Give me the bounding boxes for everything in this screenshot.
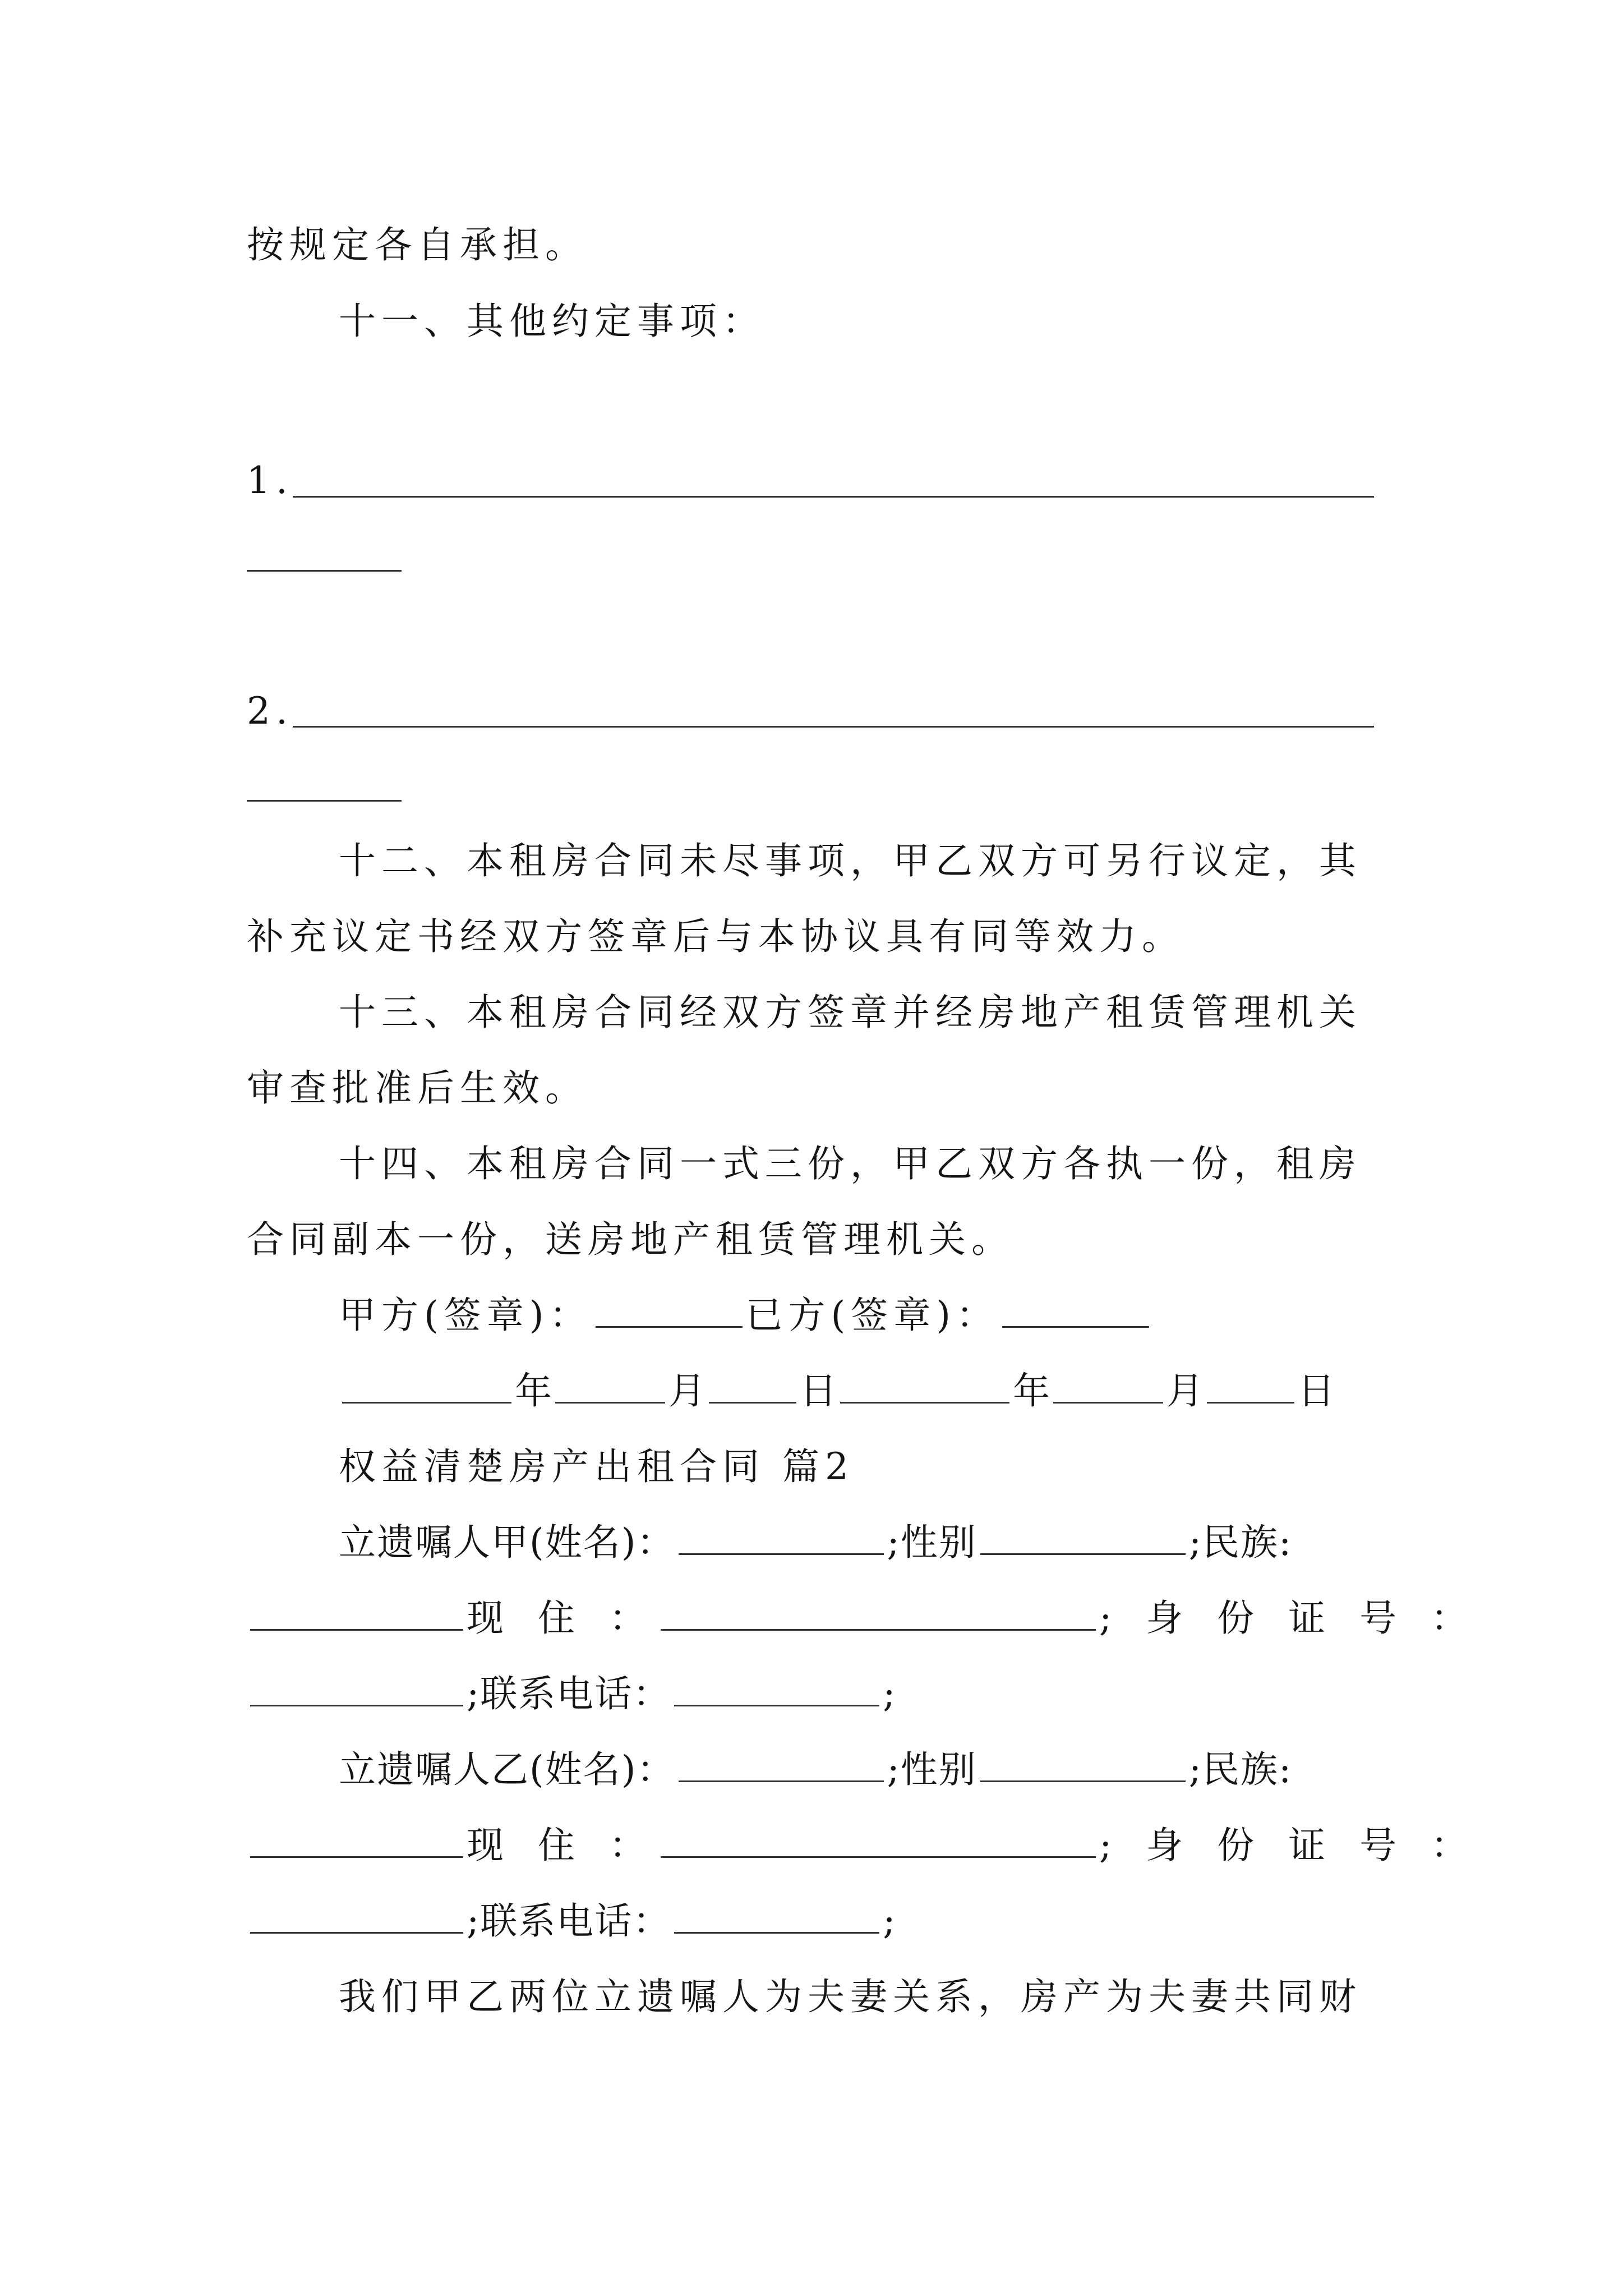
person-b-ethnicity-label: ;民族: bbox=[1188, 1748, 1293, 1791]
date-b-year-blank[interactable] bbox=[840, 1367, 1009, 1404]
person-a-phone-label: ;联系电话： bbox=[467, 1672, 671, 1715]
party-b-signature-blank[interactable] bbox=[1002, 1291, 1149, 1328]
item-2-blank[interactable] bbox=[293, 726, 1374, 728]
section-14-line-1: 十四、本租房合同一式三份，甲乙双方各执一份，租房 bbox=[339, 1142, 1362, 1185]
person-a-phone-blank[interactable] bbox=[674, 1670, 879, 1706]
date-b-day-blank[interactable] bbox=[1207, 1367, 1294, 1404]
paragraph-tail: 按规定各自承担。 bbox=[247, 223, 588, 266]
final-paragraph-line: 我们甲乙两位立遗嘱人为夫妻关系，房产为夫妻共同财 bbox=[339, 1975, 1362, 2018]
item-1-number: 1. bbox=[247, 459, 293, 502]
person-b-phone-blank[interactable] bbox=[674, 1897, 879, 1934]
person-b-id-label: ; 身 份 证 号 ： bbox=[1099, 1824, 1479, 1867]
person-b-phone-label: ;联系电话： bbox=[467, 1899, 671, 1943]
person-b-label: 立遗嘱人乙(姓名)： bbox=[339, 1748, 675, 1791]
item-2-blank-continued[interactable] bbox=[247, 800, 402, 802]
person-b-name-blank[interactable] bbox=[679, 1746, 884, 1782]
person-b-address-blank[interactable] bbox=[661, 1821, 1096, 1858]
person-b-id-blank[interactable] bbox=[250, 1897, 463, 1934]
date-a-year: 年 bbox=[515, 1369, 552, 1412]
section-11-heading: 十一、其他约定事项： bbox=[339, 300, 765, 343]
person-a-name-blank[interactable] bbox=[679, 1519, 884, 1555]
date-b-day: 日 bbox=[1298, 1369, 1335, 1412]
person-a-line-3 bbox=[247, 1669, 1391, 1719]
person-a-id-blank[interactable] bbox=[250, 1670, 463, 1706]
person-a-line-1 bbox=[339, 1517, 1483, 1568]
item-2-number: 2. bbox=[247, 689, 293, 733]
person-a-gender-label: ;性别 bbox=[887, 1521, 977, 1564]
date-b-month-blank[interactable] bbox=[1053, 1367, 1163, 1404]
signature-line bbox=[339, 1290, 1483, 1341]
date-line bbox=[339, 1366, 1483, 1416]
person-b-end: ; bbox=[883, 1899, 897, 1943]
person-b-gender-blank[interactable] bbox=[980, 1746, 1186, 1782]
section-13-line-2: 审查批准后生效。 bbox=[247, 1066, 588, 1110]
party-b-label: 已方(签章)： bbox=[745, 1294, 999, 1337]
person-b-line-3 bbox=[247, 1896, 1391, 1947]
item-1 bbox=[247, 455, 1391, 506]
party-a-signature-blank[interactable] bbox=[596, 1291, 743, 1328]
person-b-gender-label: ;性别 bbox=[887, 1748, 977, 1791]
item-1-blank-continued[interactable] bbox=[247, 570, 402, 572]
person-a-end: ; bbox=[883, 1672, 897, 1715]
section-13-line-1: 十三、本租房合同经双方签章并经房地产租赁管理机关 bbox=[339, 991, 1362, 1034]
person-a-address-label: 现 住 ： bbox=[467, 1596, 657, 1640]
item-2 bbox=[247, 686, 1391, 737]
date-a-month: 月 bbox=[668, 1369, 706, 1412]
person-b-line-1 bbox=[339, 1745, 1483, 1795]
date-a-day-blank[interactable] bbox=[709, 1367, 796, 1404]
party-a-label: 甲方(签章)： bbox=[339, 1294, 592, 1337]
person-a-address-blank[interactable] bbox=[661, 1594, 1096, 1631]
person-a-ethnicity-blank[interactable] bbox=[250, 1594, 463, 1631]
section-12-line-2: 补充议定书经双方签章后与本协议具有同等效力。 bbox=[247, 915, 1184, 958]
section-14-line-2: 合同副本一份，送房地产租赁管理机关。 bbox=[247, 1218, 1014, 1261]
person-a-ethnicity-label: ;民族: bbox=[1188, 1521, 1293, 1564]
person-a-line-2 bbox=[247, 1593, 1479, 1644]
person-b-ethnicity-blank[interactable] bbox=[250, 1821, 463, 1858]
date-a-year-blank[interactable] bbox=[342, 1367, 511, 1404]
date-a-day: 日 bbox=[800, 1369, 837, 1412]
person-b-address-label: 现 住 ： bbox=[467, 1824, 657, 1867]
person-a-gender-blank[interactable] bbox=[980, 1519, 1186, 1555]
person-b-line-2 bbox=[247, 1820, 1479, 1871]
date-a-month-blank[interactable] bbox=[555, 1367, 665, 1404]
section-title-2: 权益清楚房产出租合同 篇2 bbox=[339, 1445, 854, 1488]
item-1-blank[interactable] bbox=[293, 496, 1374, 498]
person-a-label: 立遗嘱人甲(姓名)： bbox=[339, 1521, 675, 1564]
date-b-year: 年 bbox=[1013, 1369, 1050, 1412]
person-a-id-label: ; 身 份 证 号 ： bbox=[1099, 1596, 1479, 1640]
date-b-month: 月 bbox=[1166, 1369, 1204, 1412]
section-12-line-1: 十二、本租房合同未尽事项，甲乙双方可另行议定，其 bbox=[339, 839, 1362, 882]
